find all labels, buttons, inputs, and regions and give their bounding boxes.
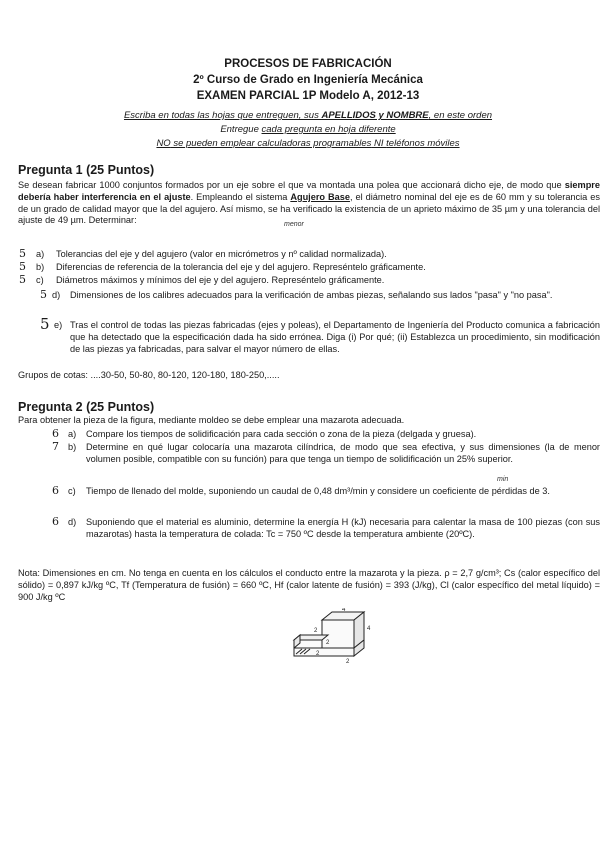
q2-item-a-score: 6	[52, 427, 59, 440]
q2-item-a-text: Compare los tiempos de solidificación para cada sección o zona de la pieza (delgada y gruesa).	[86, 429, 477, 439]
q1-item-d-score: 5	[40, 288, 47, 301]
q1-handwritten-note: menor	[284, 221, 304, 228]
q2-item-c-score: 6	[52, 484, 59, 497]
q2-item-a-label: a)	[68, 429, 77, 439]
q1-title: Pregunta 1 (25 Puntos)	[18, 163, 155, 177]
instr3-no: NO	[156, 138, 171, 149]
q1-groups: Grupos de cotas: ....30-50, 50-80, 80-120, 120-180, 180-250,.....	[18, 370, 280, 380]
q1-intro-bold: siempre debería haber interferencia en el ajuste	[18, 180, 600, 202]
q1-intro-system: Agujero Base	[290, 191, 350, 202]
q1-intro	[18, 180, 600, 227]
instruction-separate-sheets	[0, 124, 616, 135]
exam-title: PROCESOS DE FABRICACIÓN	[224, 58, 392, 70]
q2-item-c-text: Tiempo de llenado del molde, suponiendo un caudal de 0,48 dm³/min y considere un coeficiente de pérdidas de 3.	[86, 486, 550, 496]
instr2-under: cada pregunta en hoja diferente	[261, 124, 396, 135]
casting-part-figure	[280, 608, 376, 672]
q2-handwritten-note: min	[497, 476, 509, 483]
q1-item-a-score: 5	[19, 247, 26, 260]
q2-note: Nota: Dimensiones en cm. No tenga en cuenta en los cálculos el conducto entre la mazarota y la pieza. ρ = 2,7 g/cm³; Cs (calor específico del sólido) = 0,897 kJ/kg ºC, Tf (Temperatura de fusión) = 660 ºC, Hf (calor latente de fusión) = 393 (J/kg), Cl (calor específico del metal líquido) = 900 J/kg ºC	[18, 568, 600, 602]
instruction-names	[0, 110, 616, 121]
q1-item-b-label: b)	[36, 262, 45, 272]
q1-intro-a: Se desean fabricar 1000 conjuntos formados por un eje sobre el que va montada una polea que accionará dicho eje, de modo que	[18, 180, 565, 190]
q2-title: Pregunta 2 (25 Puntos)	[18, 400, 155, 414]
q1-item-b-text: Diferencias de referencia de la tolerancia del eje y del agujero. Represéntelo gráficamente.	[56, 262, 426, 272]
q1-intro-b: . Empleando el sistema	[190, 191, 291, 202]
instr1-names: APELLIDOS y NOMBRE	[321, 110, 429, 121]
instr1-post: , en este orden	[428, 110, 493, 121]
figure-dim-label: 2	[346, 659, 350, 665]
q2-intro: Para obtener la pieza de la figura, mediante moldeo se debe emplear una mazarota adecuada.	[18, 415, 405, 425]
instr3-calc: calculadoras programables	[257, 138, 372, 149]
instr2-pre: Entregue	[220, 124, 262, 135]
q1-item-e-text: Tras el control de todas las piezas fabricadas (ejes y poleas), el Departamento de Ingeniería del Producto comunica a fabricación que ha detectado que la especificación dada ha sido errónea. Diga (i) Por qué; (ii) Establezca un procedimiento, sin modificación de las piezas ya fabricadas, para salvar el mayor número de ellas.	[70, 320, 600, 354]
q1-item-a-text: Tolerancias del eje y del agujero (valor en micrómetros y nº calidad normalizada).	[56, 249, 387, 259]
q1-item-c-label: c)	[36, 275, 44, 285]
figure-dim-label: 2	[316, 651, 320, 657]
q1-item-e-label: e)	[54, 320, 63, 330]
q2-item-d-score: 6	[52, 515, 59, 528]
q1-item-d-text: Dimensiones de los calibres adecuados para la verificación de ambas piezas, señalando sus lados "pasa" y "no pasa".	[70, 290, 553, 300]
q2-item-b-score: 7	[52, 440, 59, 453]
q1-item-a-label: a)	[36, 249, 45, 259]
figure-dim-label: 4	[367, 626, 371, 632]
instr3-mid: se pueden emplear	[170, 138, 258, 149]
q2-item-b-text: Determine en qué lugar colocaría una mazarota cilíndrica, de modo que sea efectiva, y sus dimensiones (la de menor volumen posible, compatible con su función) para que tenga un tiempo de solidificación un 25% superior.	[86, 442, 600, 464]
q1-item-c-score: 5	[19, 273, 26, 286]
instr3-tel: teléfonos móviles	[386, 138, 460, 149]
figure-dim-label: 2	[326, 640, 330, 646]
q1-item-c-text: Diámetros máximos y mínimos del eje y del agujero. Represéntelo gráficamente.	[56, 275, 385, 285]
q2-item-d-text: Suponiendo que el material es aluminio, determine la energía H (kJ) necesaria para calentar la masa de 100 piezas (con sus mazarotas) hasta la temperatura de colada: Tc = 750 ºC desde la temperatura ambiente (20ºC).	[86, 517, 600, 539]
instr1-pre: Escriba en todas las hojas que entreguen, sus	[123, 110, 322, 121]
course-line: 2º Curso de Grado en Ingeniería Mecánica	[193, 74, 423, 86]
q2-item-b-label: b)	[68, 442, 77, 452]
figure-dim-label: 4	[342, 608, 346, 613]
q2-item-d-label: d)	[68, 517, 77, 527]
q1-item-d-label: d)	[52, 290, 61, 300]
q1-item-e-score: 5	[40, 315, 50, 333]
q1-item-b-score: 5	[19, 260, 26, 273]
exam-line: EXAMEN PARCIAL 1P Modelo A, 2012-13	[196, 90, 420, 102]
q1-intro-c: , el diámetro nominal del eje es de 60 mm y su tolerancia es de un grado de calidad mayor que la del agujero. Así mismo, se ha verificado la existencia de un aprieto máximo de 35 µm y una tolerancia del ajuste de 49 µm. Determinar:	[18, 191, 600, 226]
q2-item-c-label: c)	[68, 486, 76, 496]
figure-dim-label: 2	[314, 628, 318, 634]
instruction-calculators	[0, 138, 616, 149]
instr3-ni: NI	[371, 138, 387, 149]
